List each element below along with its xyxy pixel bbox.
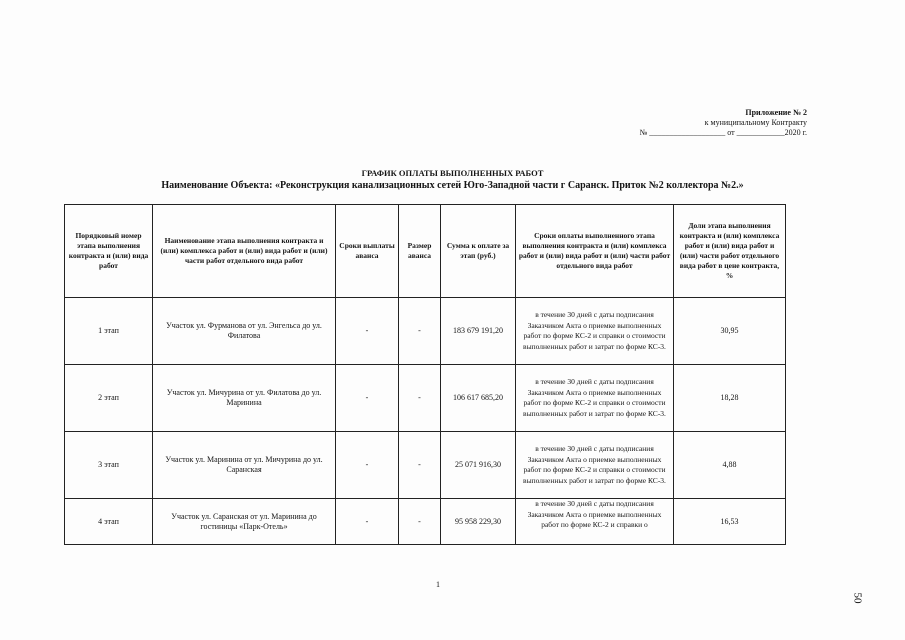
appendix-header — [640, 108, 807, 138]
cell-payment-terms: в течение 30 дней с даты подписания Заказчиком Акта о приемке выполненных работ по форме КС-2 и справки о стоимости выполненных работ и затрат по форме КС-3. — [516, 432, 674, 499]
cell-name: Участок ул. Маринина от ул. Мичурина до ул. Саранская — [153, 432, 336, 499]
cell-name: Участок ул. Фурманова от ул. Энгельса до ул. Филатова — [153, 298, 336, 365]
object-name: Наименование Объекта: «Реконструкция канализационных сетей Юго-Западной части г Саранск. Приток №2 коллектора №2.» — [161, 180, 744, 191]
col-header-advance-size: Размер аванса — [399, 205, 441, 298]
cell-amount: 95 958 229,30 — [441, 499, 516, 545]
cell-advance-terms: - — [336, 432, 399, 499]
schedule-title: ГРАФИК ОПЛАТЫ ВЫПОЛНЕННЫХ РАБОТ — [361, 168, 544, 178]
cell-stage: 4 этап — [65, 499, 153, 545]
cell-share: 30,95 — [674, 298, 786, 365]
col-header-payment-terms: Сроки оплаты выполненного этапа выполнения контракта и (или) комплекса работ и (или) вида работ и (или) части работ отдельного вида работ — [516, 205, 674, 298]
cell-payment-terms: в течение 30 дней с даты подписания Заказчиком Акта о приемке выполненных работ по форме КС-2 и справки о — [516, 499, 674, 545]
cell-advance-size: - — [399, 365, 441, 432]
table-row — [65, 298, 786, 365]
side-page-number: 50 — [851, 592, 864, 604]
table-row — [65, 365, 786, 432]
cell-payment-terms: в течение 30 дней с даты подписания Заказчиком Акта о приемке выполненных работ по форме КС-2 и справки о стоимости выполненных работ и затрат по форме КС-3. — [516, 365, 674, 432]
document-titles — [0, 168, 905, 192]
page-number: 1 — [436, 580, 440, 589]
col-header-share: Доли этапа выполнения контракта и (или) комплекса работ и (или) вида работ и (или) части работ отдельного вида работ в цене контракта, % — [674, 205, 786, 298]
cell-advance-size: - — [399, 298, 441, 365]
col-header-advance-terms: Сроки выплаты аванса — [336, 205, 399, 298]
appendix-title: Приложение № 2 — [745, 108, 807, 117]
cell-advance-size: - — [399, 432, 441, 499]
appendix-number-line: № ___________________ от ____________2020 г. — [639, 128, 807, 137]
appendix-contract-ref: к муниципальному Контракту — [704, 118, 807, 127]
cell-advance-terms: - — [336, 365, 399, 432]
cell-amount: 106 617 685,20 — [441, 365, 516, 432]
cell-advance-size: - — [399, 499, 441, 545]
cell-stage: 3 этап — [65, 432, 153, 499]
cell-name: Участок ул. Саранская от ул. Маринина до гостиницы «Парк-Отель» — [153, 499, 336, 545]
cell-amount: 183 679 191,20 — [441, 298, 516, 365]
cell-stage: 2 этап — [65, 365, 153, 432]
cell-advance-terms: - — [336, 499, 399, 545]
cell-stage: 1 этап — [65, 298, 153, 365]
col-header-name: Наименование этапа выполнения контракта и (или) комплекса работ и (или) вида работ и (или) части работ отдельного вида работ — [153, 205, 336, 298]
col-header-amount: Сумма к оплате за этап (руб.) — [441, 205, 516, 298]
cell-amount: 25 071 916,30 — [441, 432, 516, 499]
table-header-row — [65, 205, 786, 298]
payment-schedule-table — [64, 204, 786, 545]
col-header-stage: Порядковый номер этапа выполнения контракта и (или) вида работ — [65, 205, 153, 298]
table-row — [65, 432, 786, 499]
cell-payment-terms: в течение 30 дней с даты подписания Заказчиком Акта о приемке выполненных работ по форме КС-2 и справки о стоимости выполненных работ и затрат по форме КС-3. — [516, 298, 674, 365]
cell-share: 16,53 — [674, 499, 786, 545]
cell-share: 4,88 — [674, 432, 786, 499]
cell-share: 18,28 — [674, 365, 786, 432]
cell-name: Участок ул. Мичурина от ул. Филатова до ул. Маринина — [153, 365, 336, 432]
table-row — [65, 499, 786, 545]
cell-advance-terms: - — [336, 298, 399, 365]
